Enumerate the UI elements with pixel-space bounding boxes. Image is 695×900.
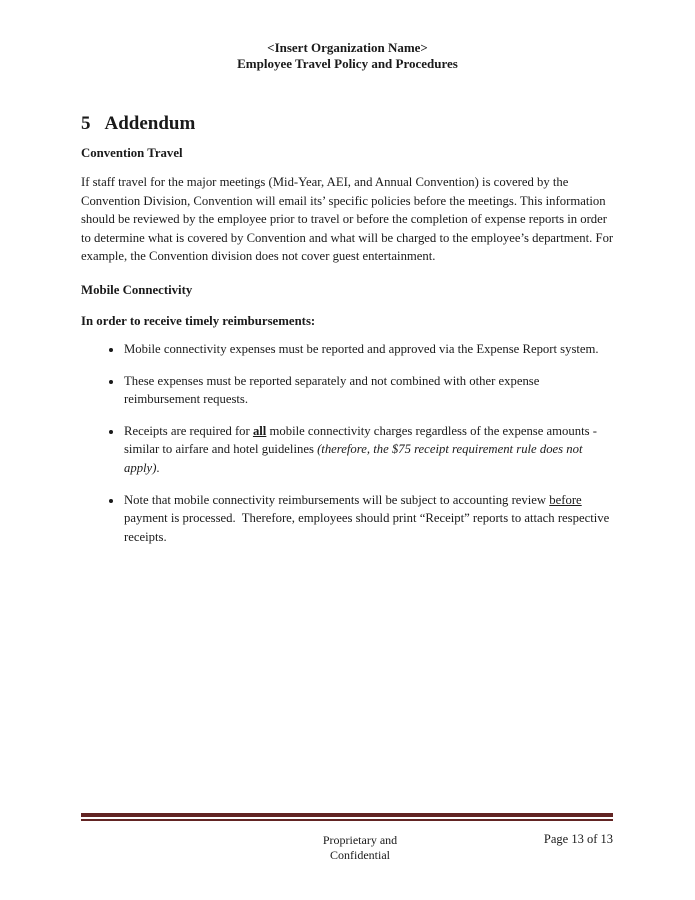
footer-confidentiality-line1: Proprietary and xyxy=(322,833,398,847)
bullet4-run-before: before xyxy=(549,492,582,507)
list-item xyxy=(123,422,614,478)
page-number: Page 13 of 13 xyxy=(543,832,613,846)
list-item xyxy=(123,340,614,359)
document-header xyxy=(0,40,695,72)
header-org-name: <Insert Organization Name> xyxy=(267,40,428,55)
intro-timely-reimbursements: In order to receive timely reimbursements: xyxy=(81,313,316,328)
bullet4-run3: payment is processed. Therefore, employees should print “Receipt” reports to attach respective receipts. xyxy=(124,492,613,544)
list-item xyxy=(123,491,614,547)
subheading-convention-travel: Convention Travel xyxy=(81,146,183,160)
list-item xyxy=(123,372,614,409)
bullet3-run-italic: (therefore, the $75 receipt requirement rule does not apply) xyxy=(124,442,583,475)
section-number: 5 xyxy=(81,113,91,134)
section-title: Addendum xyxy=(104,113,196,134)
footer-divider-rule xyxy=(81,813,613,821)
bullet3-run1: Receipts are required for xyxy=(124,423,253,438)
bullet3-run-all: all xyxy=(252,423,267,438)
subheading-mobile-connectivity: Mobile Connectivity xyxy=(81,282,193,297)
bullet2-text: These expenses must be reported separately and not combined with other expense reimbursement requests. xyxy=(124,373,540,407)
bullet4-run1: Note that mobile connectivity reimbursements will be subject to accounting review xyxy=(124,492,550,507)
bullet3-run3: mobile connectivity charges regardless of the expense amounts - similar to airfare and hotel guidelines xyxy=(124,423,597,457)
document-body xyxy=(81,112,614,559)
bullet3-run5: . xyxy=(156,460,160,475)
section-heading xyxy=(81,112,614,136)
header-doc-title: Employee Travel Policy and Procedures xyxy=(237,56,458,71)
footer-confidentiality-line2: Confidential xyxy=(330,848,390,862)
bullet-list xyxy=(81,340,614,546)
bullet1-text: Mobile connectivity expenses must be reported and approved via the Expense Report system. xyxy=(124,341,599,356)
paragraph-convention-travel: If staff travel for the major meetings (Mid-Year, AEI, and Annual Convention) is covered by the Convention Division, Convention will email its’ specific policies before the meetings. This information should be reviewed by the employee prior to travel or before the completion of expense reports in order to determine what is covered by Convention and what will be charged to the employee’s department. For example, the Convention division does not cover guest entertainment. xyxy=(81,175,614,264)
